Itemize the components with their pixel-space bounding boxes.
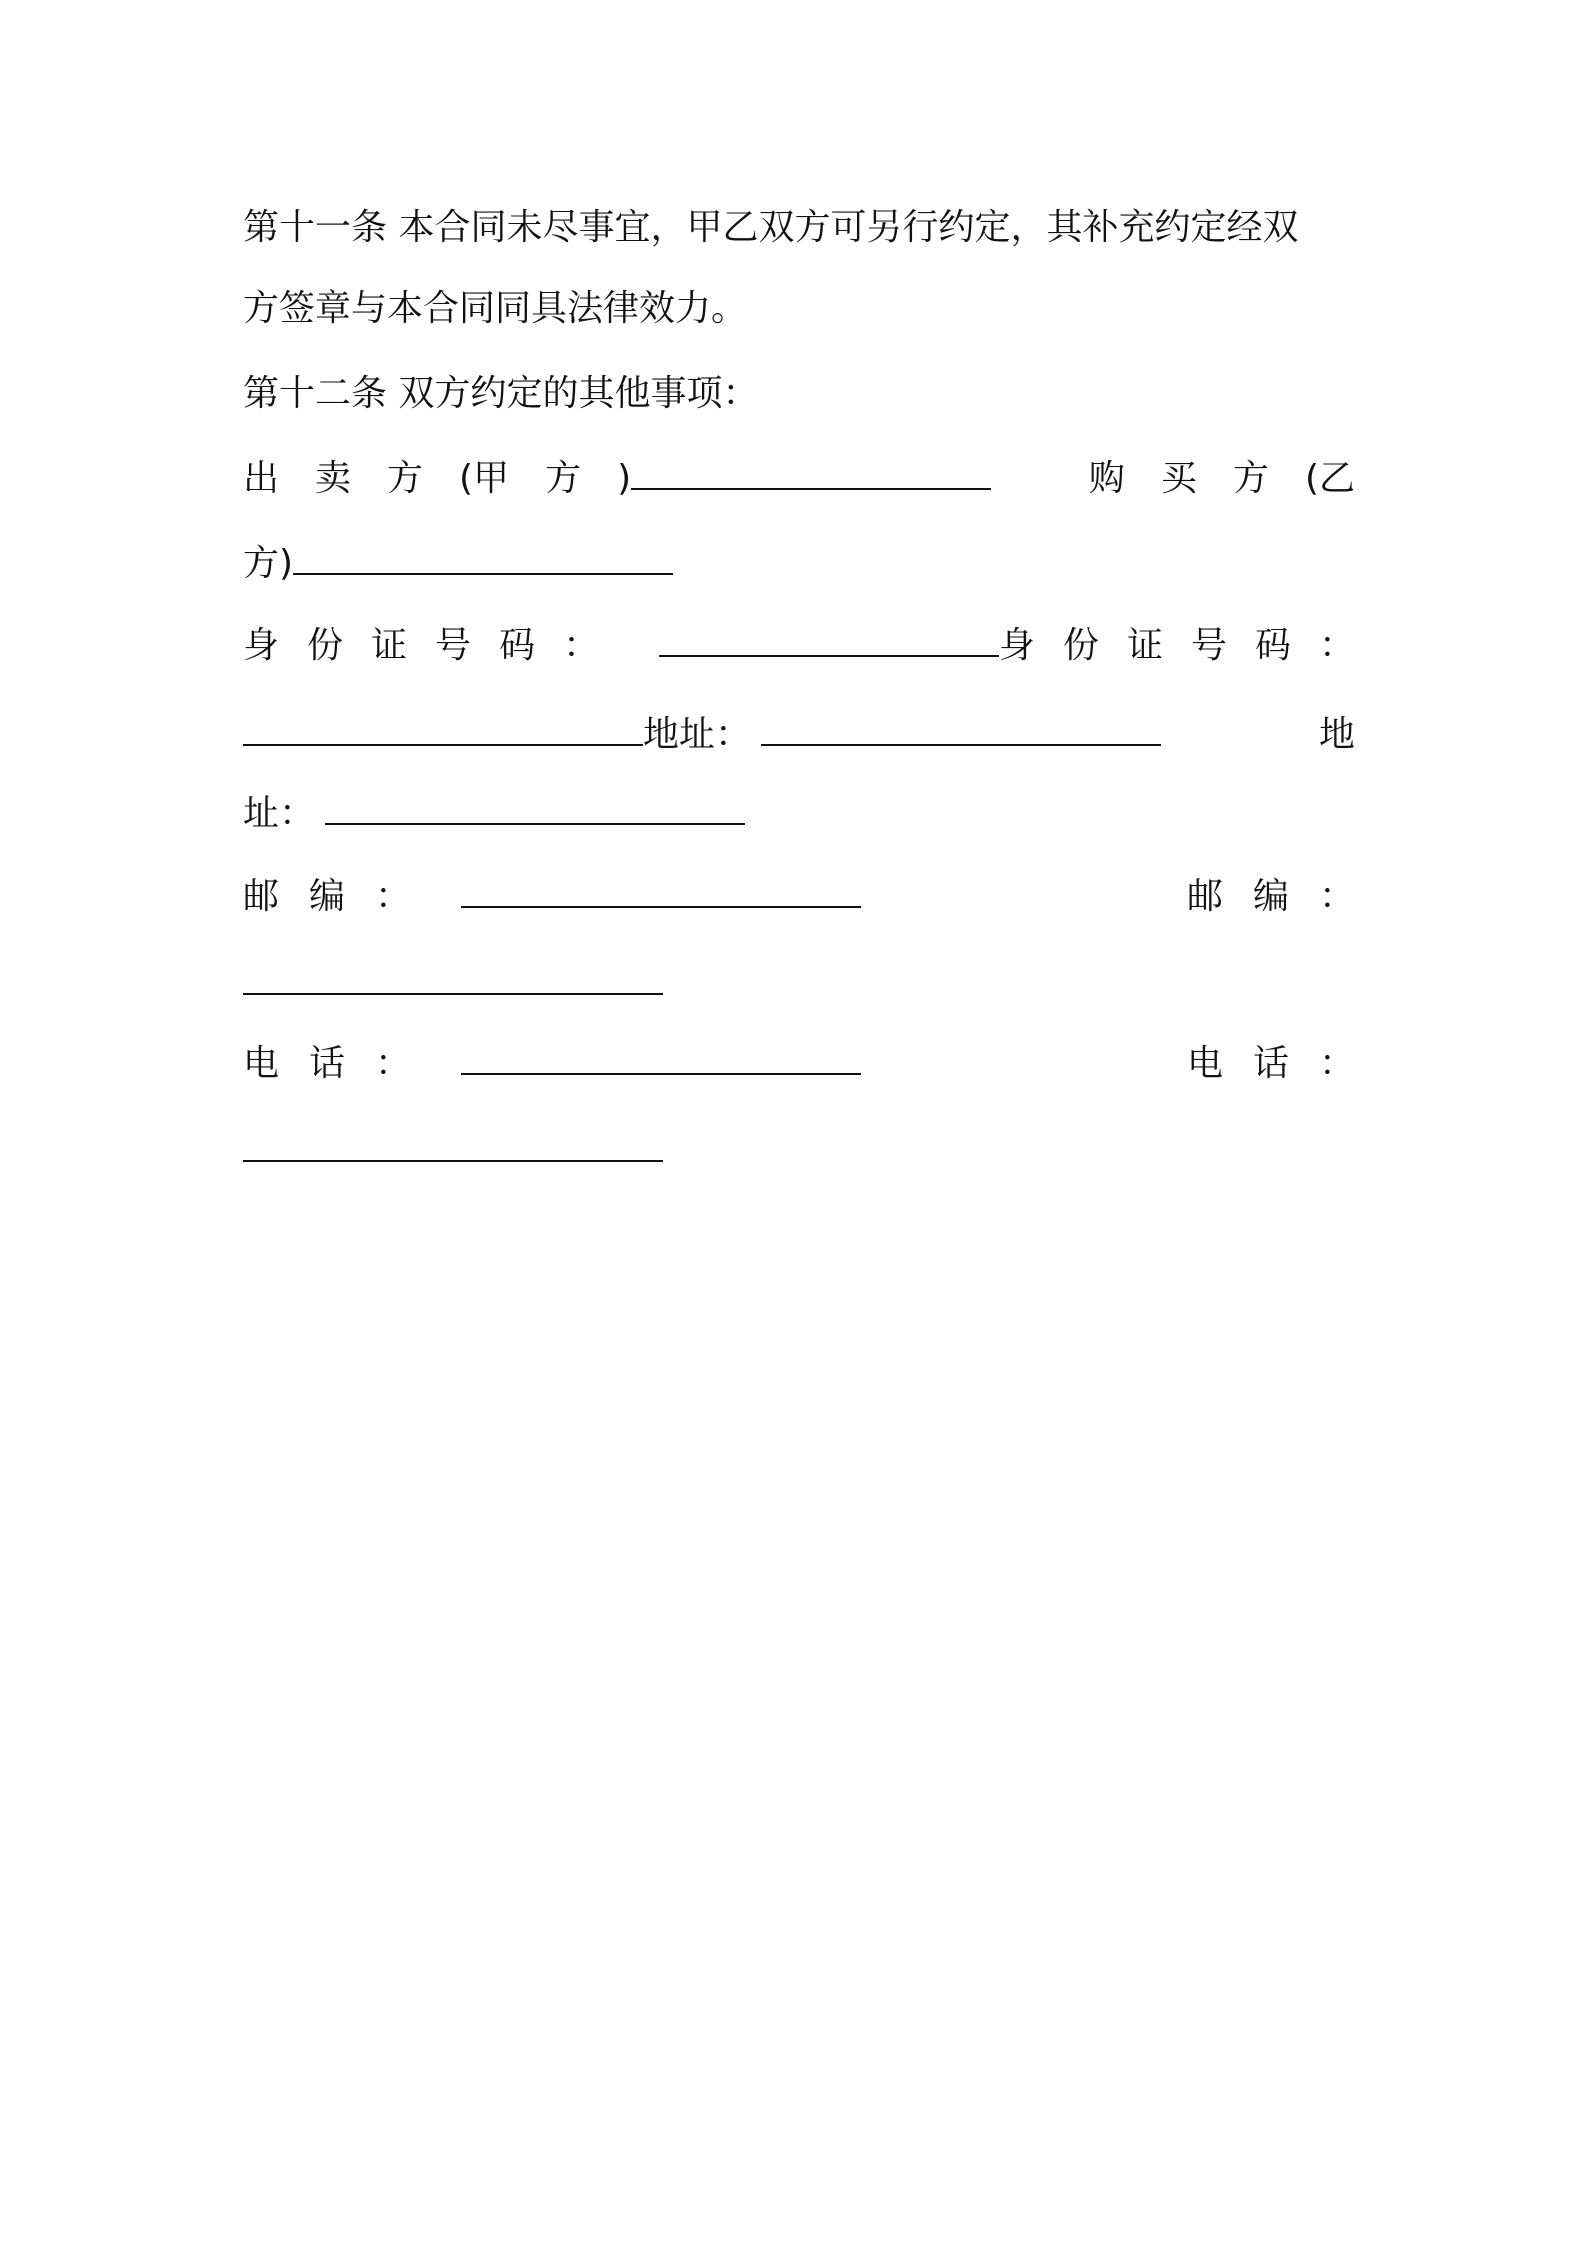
seller-label-char: ) <box>617 458 632 499</box>
postcode-label-char: 邮 <box>1186 876 1223 917</box>
id-label-char: 号 <box>1190 625 1227 666</box>
id-label-char: 身 <box>243 625 280 666</box>
seller-signature-blank[interactable] <box>631 458 991 490</box>
phone-right-group <box>1187 1040 1355 1088</box>
id-line <box>243 622 1355 670</box>
postcode-label-char: 编 <box>1252 876 1289 917</box>
phone-line <box>243 1040 1355 1088</box>
postcode-label-char: 编 <box>309 876 346 917</box>
postcode-right-group <box>1187 873 1355 921</box>
buyer-phone-blank[interactable] <box>243 1130 663 1162</box>
id-label-char: 证 <box>1126 625 1163 666</box>
seller-label-char: 卖 <box>315 458 352 499</box>
id-label-char: ： <box>563 625 600 666</box>
buyer-id-blank[interactable] <box>243 714 643 746</box>
buyer-label-char: (乙 <box>1304 458 1355 499</box>
phone-left-group <box>243 1040 861 1088</box>
id-label-char: 码 <box>1254 625 1291 666</box>
id-label-char: ： <box>1318 625 1355 666</box>
postcode-label-char: 邮 <box>243 876 280 917</box>
article-11-line-1: 第十一条 本合同未尽事宜，甲乙双方可另行约定，其补充约定经双 <box>243 207 1299 248</box>
id-label-char: 码 <box>499 625 536 666</box>
id-label-char: 证 <box>371 625 408 666</box>
address-line <box>243 711 1355 759</box>
phone-label-char: 话 <box>309 1043 346 1084</box>
id-label-char: 份 <box>307 625 344 666</box>
address-left-group <box>243 711 1161 759</box>
seller-label-char: 出 <box>243 458 280 499</box>
seller-group <box>243 455 991 503</box>
buyer-label-char: 买 <box>1160 458 1197 499</box>
postcode-label-char: ： <box>375 876 412 917</box>
phone-label-char: ： <box>1318 1043 1355 1084</box>
article-12-line-1: 第十二条 双方约定的其他事项： <box>243 373 759 414</box>
phone-label-char: 电 <box>1186 1043 1223 1084</box>
id-label-char: 身 <box>998 625 1035 666</box>
address-right-label-1: 地 <box>1318 714 1355 755</box>
buyer-group <box>1089 455 1355 503</box>
address-right-label-2: 址： <box>243 793 316 834</box>
seller-label-char: (甲 <box>459 458 510 499</box>
address-continuation-line <box>243 790 1355 838</box>
postcode-continuation-line <box>243 960 1355 1008</box>
postcode-label-char: ： <box>1318 876 1355 917</box>
buyer-signature-blank[interactable] <box>293 543 673 575</box>
seller-phone-blank[interactable] <box>461 1043 861 1075</box>
buyer-label-char: 购 <box>1088 458 1125 499</box>
postcode-line <box>243 873 1355 921</box>
address-label: 地址： <box>643 714 752 755</box>
phone-label-char: 电 <box>243 1043 280 1084</box>
buyer-label-cont: 方) <box>243 543 294 584</box>
seller-id-blank[interactable] <box>659 625 999 657</box>
id-label-char: 号 <box>435 625 472 666</box>
seller-label-char: 方 <box>387 458 424 499</box>
phone-label-char: ： <box>375 1043 412 1084</box>
buyer-postcode-blank[interactable] <box>243 963 663 995</box>
seller-label-char: 方 <box>545 458 582 499</box>
article-11-line-2: 方签章与本合同同具法律效力。 <box>243 288 748 329</box>
postcode-left-group <box>243 873 861 921</box>
seller-address-blank[interactable] <box>761 714 1161 746</box>
id-label-char: 份 <box>1062 625 1099 666</box>
buyer-label-char: 方 <box>1232 458 1269 499</box>
party-line <box>243 455 1355 503</box>
buyer-address-blank[interactable] <box>325 793 745 825</box>
phone-continuation-line <box>243 1127 1355 1175</box>
buyer-continuation-line <box>243 540 1355 588</box>
phone-label-char: 话 <box>1252 1043 1289 1084</box>
seller-postcode-blank[interactable] <box>461 876 861 908</box>
